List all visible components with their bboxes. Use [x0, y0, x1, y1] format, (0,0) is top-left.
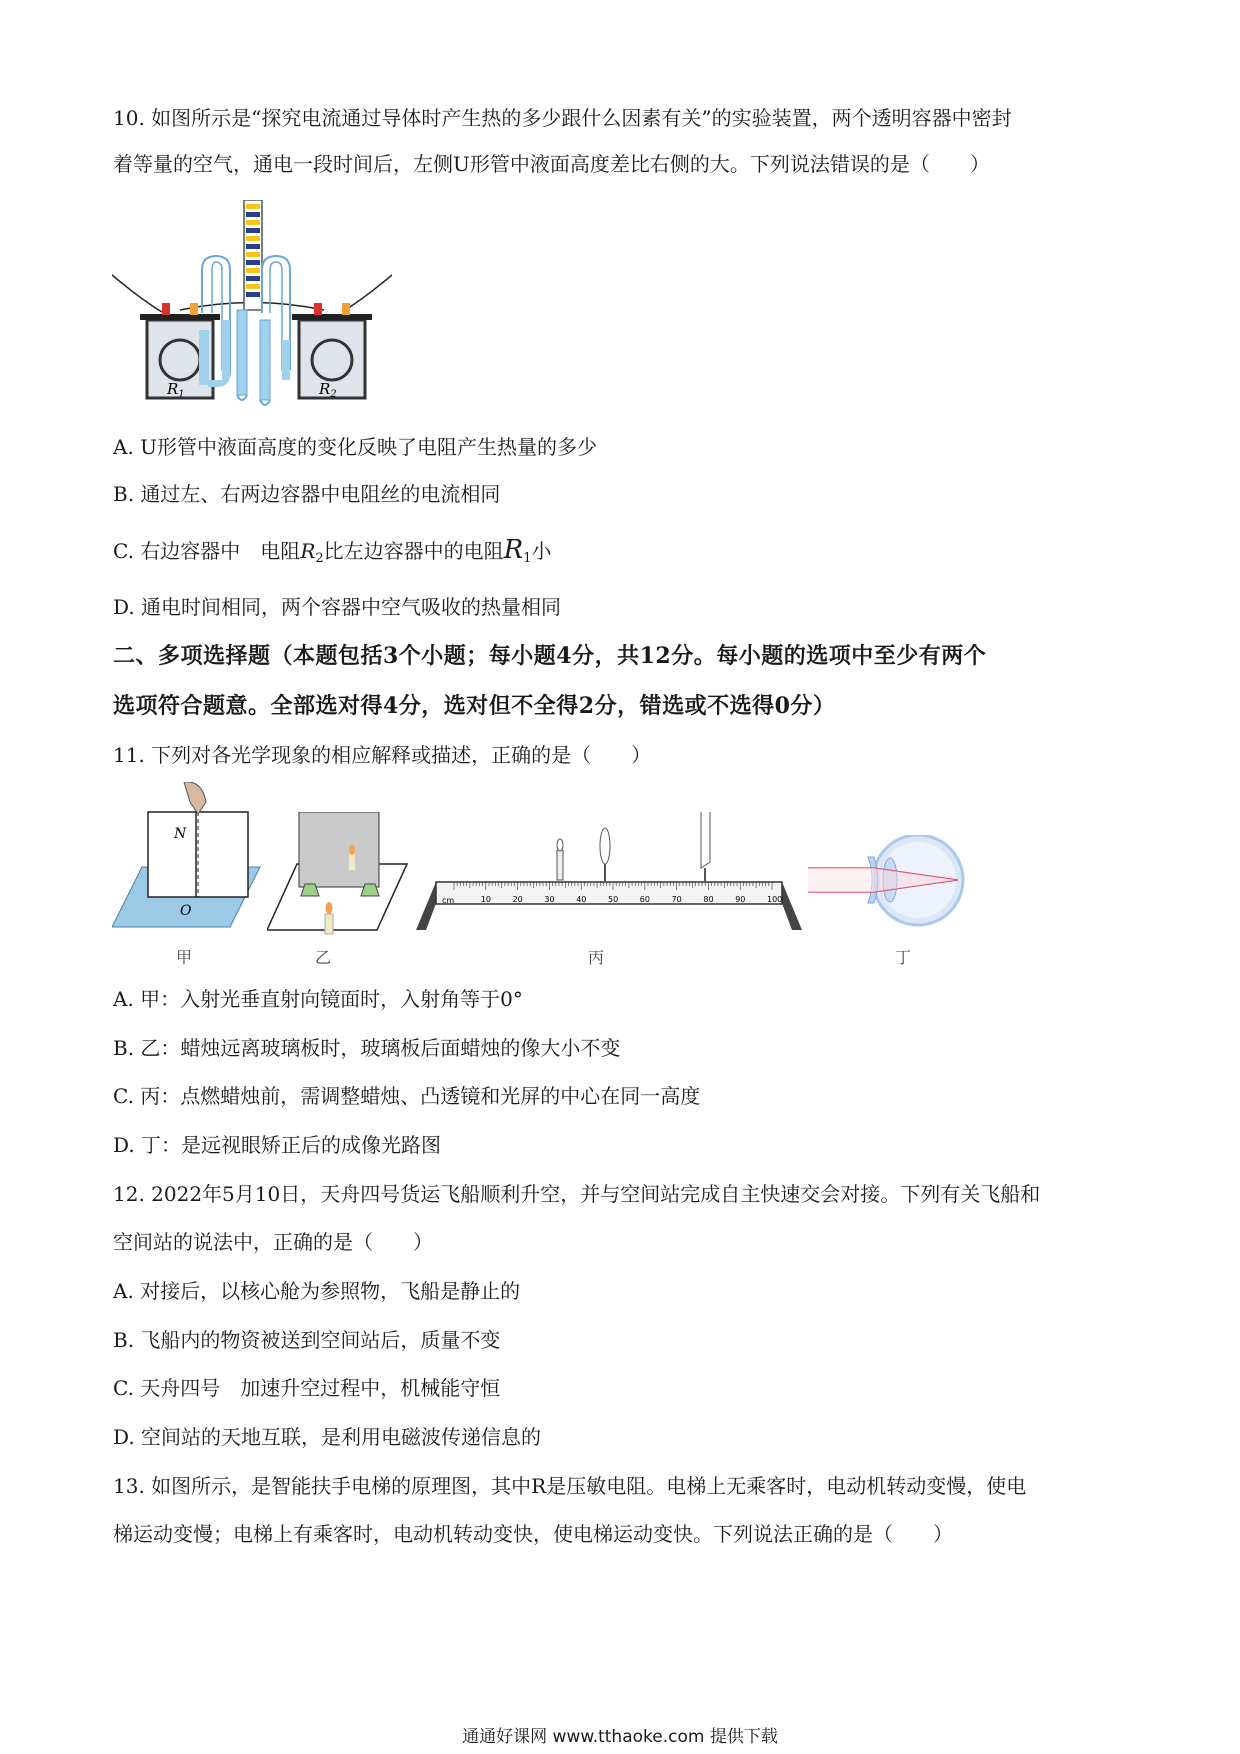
- scale-stripe: [246, 228, 260, 233]
- ruler-number: 10: [480, 895, 491, 904]
- fig-label-bing: 丙: [588, 948, 605, 967]
- section-heading-line-1: 二、多项选择题（本题包括3个小题；每小题4分，共12分。每小题的选项中至少有两个: [113, 643, 987, 669]
- point-o-label: O: [180, 903, 192, 919]
- scale-stripe: [246, 276, 260, 281]
- q10-stem-line-1: 10. 如图所示是“探究电流通过导体时产生热的多少跟什么因素有关”的实验装置，两个透明容器中密封: [113, 106, 1012, 130]
- q10-option-c-post: 小: [531, 539, 552, 563]
- q10-option-b: B. 通过左、右两边容器中电阻丝的电流相同: [113, 482, 501, 506]
- scale-stripe: [246, 268, 260, 273]
- ruler-number: 20: [512, 895, 523, 904]
- q11-figure-jia-mirror: [112, 782, 262, 942]
- scale-stripe: [246, 220, 260, 225]
- scale-stripe: [246, 212, 260, 217]
- q11-stem: 11. 下列对各光学现象的相应解释或描述，正确的是（ ）: [113, 743, 652, 767]
- q10-option-a: A. U形管中液面高度的变化反映了电阻产生热量的多少: [113, 435, 598, 459]
- ruler-number: 60: [639, 895, 650, 904]
- normal-n-label: N: [174, 826, 187, 842]
- q12-stem-line-1: 12. 2022年5月10日，天舟四号货运飞船顺利升空，并与空间站完成自主快速交会对接。下列有关飞船和: [113, 1182, 1041, 1206]
- q10-option-c-mid: 比左边容器中的电阻: [323, 539, 504, 563]
- ruler-unit-label: cm: [442, 896, 455, 905]
- scale-stripe: [246, 260, 260, 265]
- ruler-number: 50: [608, 895, 619, 904]
- q10-option-d: D. 通电时间相同，两个容器中空气吸收的热量相同: [113, 595, 562, 619]
- scale-stripe: [246, 236, 260, 241]
- ruler-number: 90: [735, 895, 746, 904]
- ruler-number: 70: [671, 895, 682, 904]
- r1-subscript: 1: [523, 551, 532, 566]
- ruler-number: 30: [544, 895, 555, 904]
- q11-option-d: D. 丁：是远视眼矫正后的成像光路图: [113, 1133, 442, 1157]
- q12-option-d: D. 空间站的天地互联，是利用电磁波传递信息的: [113, 1425, 542, 1449]
- fig-label-jia: 甲: [176, 948, 193, 967]
- q12-option-a: A. 对接后，以核心舱为参照物，飞船是静止的: [113, 1279, 521, 1303]
- q10-stem-line-2: 着等量的空气，通电一段时间后，左侧U形管中液面高度差比右侧的大。下列说法错误的是（ ）: [113, 152, 990, 176]
- q13-stem-line-1: 13. 如图所示，是智能扶手电梯的原理图，其中R是压敏电阻。电梯上无乘客时，电动机转动变慢，使电: [113, 1474, 1027, 1498]
- scale-stripe: [246, 252, 260, 257]
- q13-stem-line-2: 梯运动变慢；电梯上有乘客时，电动机转动变快，使电梯运动变快。下列说法正确的是（ ）: [113, 1522, 953, 1546]
- scale-stripe: [246, 284, 260, 289]
- q10-figure-joule-apparatus: [112, 200, 392, 415]
- q11-option-b: B. 乙：蜡烛远离玻璃板时，玻璃板后面蜡烛的像大小不变: [113, 1036, 621, 1060]
- q12-stem-line-2: 空间站的说法中，正确的是（ ）: [113, 1230, 433, 1254]
- ruler-number: 40: [576, 895, 587, 904]
- q10-option-c: [113, 536, 552, 573]
- fig-label-yi: 乙: [315, 948, 332, 967]
- q11-option-a: A. 甲：入射光垂直射向镜面时，入射角等于0°: [113, 987, 523, 1011]
- r1-symbol: R: [503, 535, 524, 565]
- scale-stripe: [246, 244, 260, 249]
- q11-figure-yi-plane-mirror: [267, 812, 412, 942]
- q12-option-c: C. 天舟四号 加速升空过程中，机械能守恒: [113, 1376, 501, 1400]
- q10-option-c-pre: C. 右边容器中 电阻: [113, 539, 301, 563]
- scale-stripe: [246, 204, 260, 209]
- section-heading-line-2: 选项符合题意。全部选对得4分，选对但不全得2分，错选或不选得0分）: [113, 693, 836, 719]
- ruler-number: 100: [767, 895, 783, 904]
- r1-label: $R_1$: [167, 380, 185, 400]
- r2-label: $R_2$: [319, 380, 337, 400]
- scale-stripe: [246, 292, 260, 297]
- q12-option-b: B. 飞船内的物资被送到空间站后，质量不变: [113, 1328, 501, 1352]
- page-footer[interactable]: 通通好课网 www.tthaoke.com 提供下载: [462, 1727, 778, 1747]
- q11-figure-bing-optical-bench: [414, 812, 804, 942]
- q11-figure-ding-eye: [808, 835, 968, 935]
- q11-option-c: C. 丙：点燃蜡烛前，需调整蜡烛、凸透镜和光屏的中心在同一高度: [113, 1084, 701, 1108]
- r2-subscript: 2: [315, 551, 324, 566]
- fig-label-ding: 丁: [895, 948, 912, 967]
- r2-symbol: R: [300, 539, 316, 563]
- ruler-number: 80: [703, 895, 714, 904]
